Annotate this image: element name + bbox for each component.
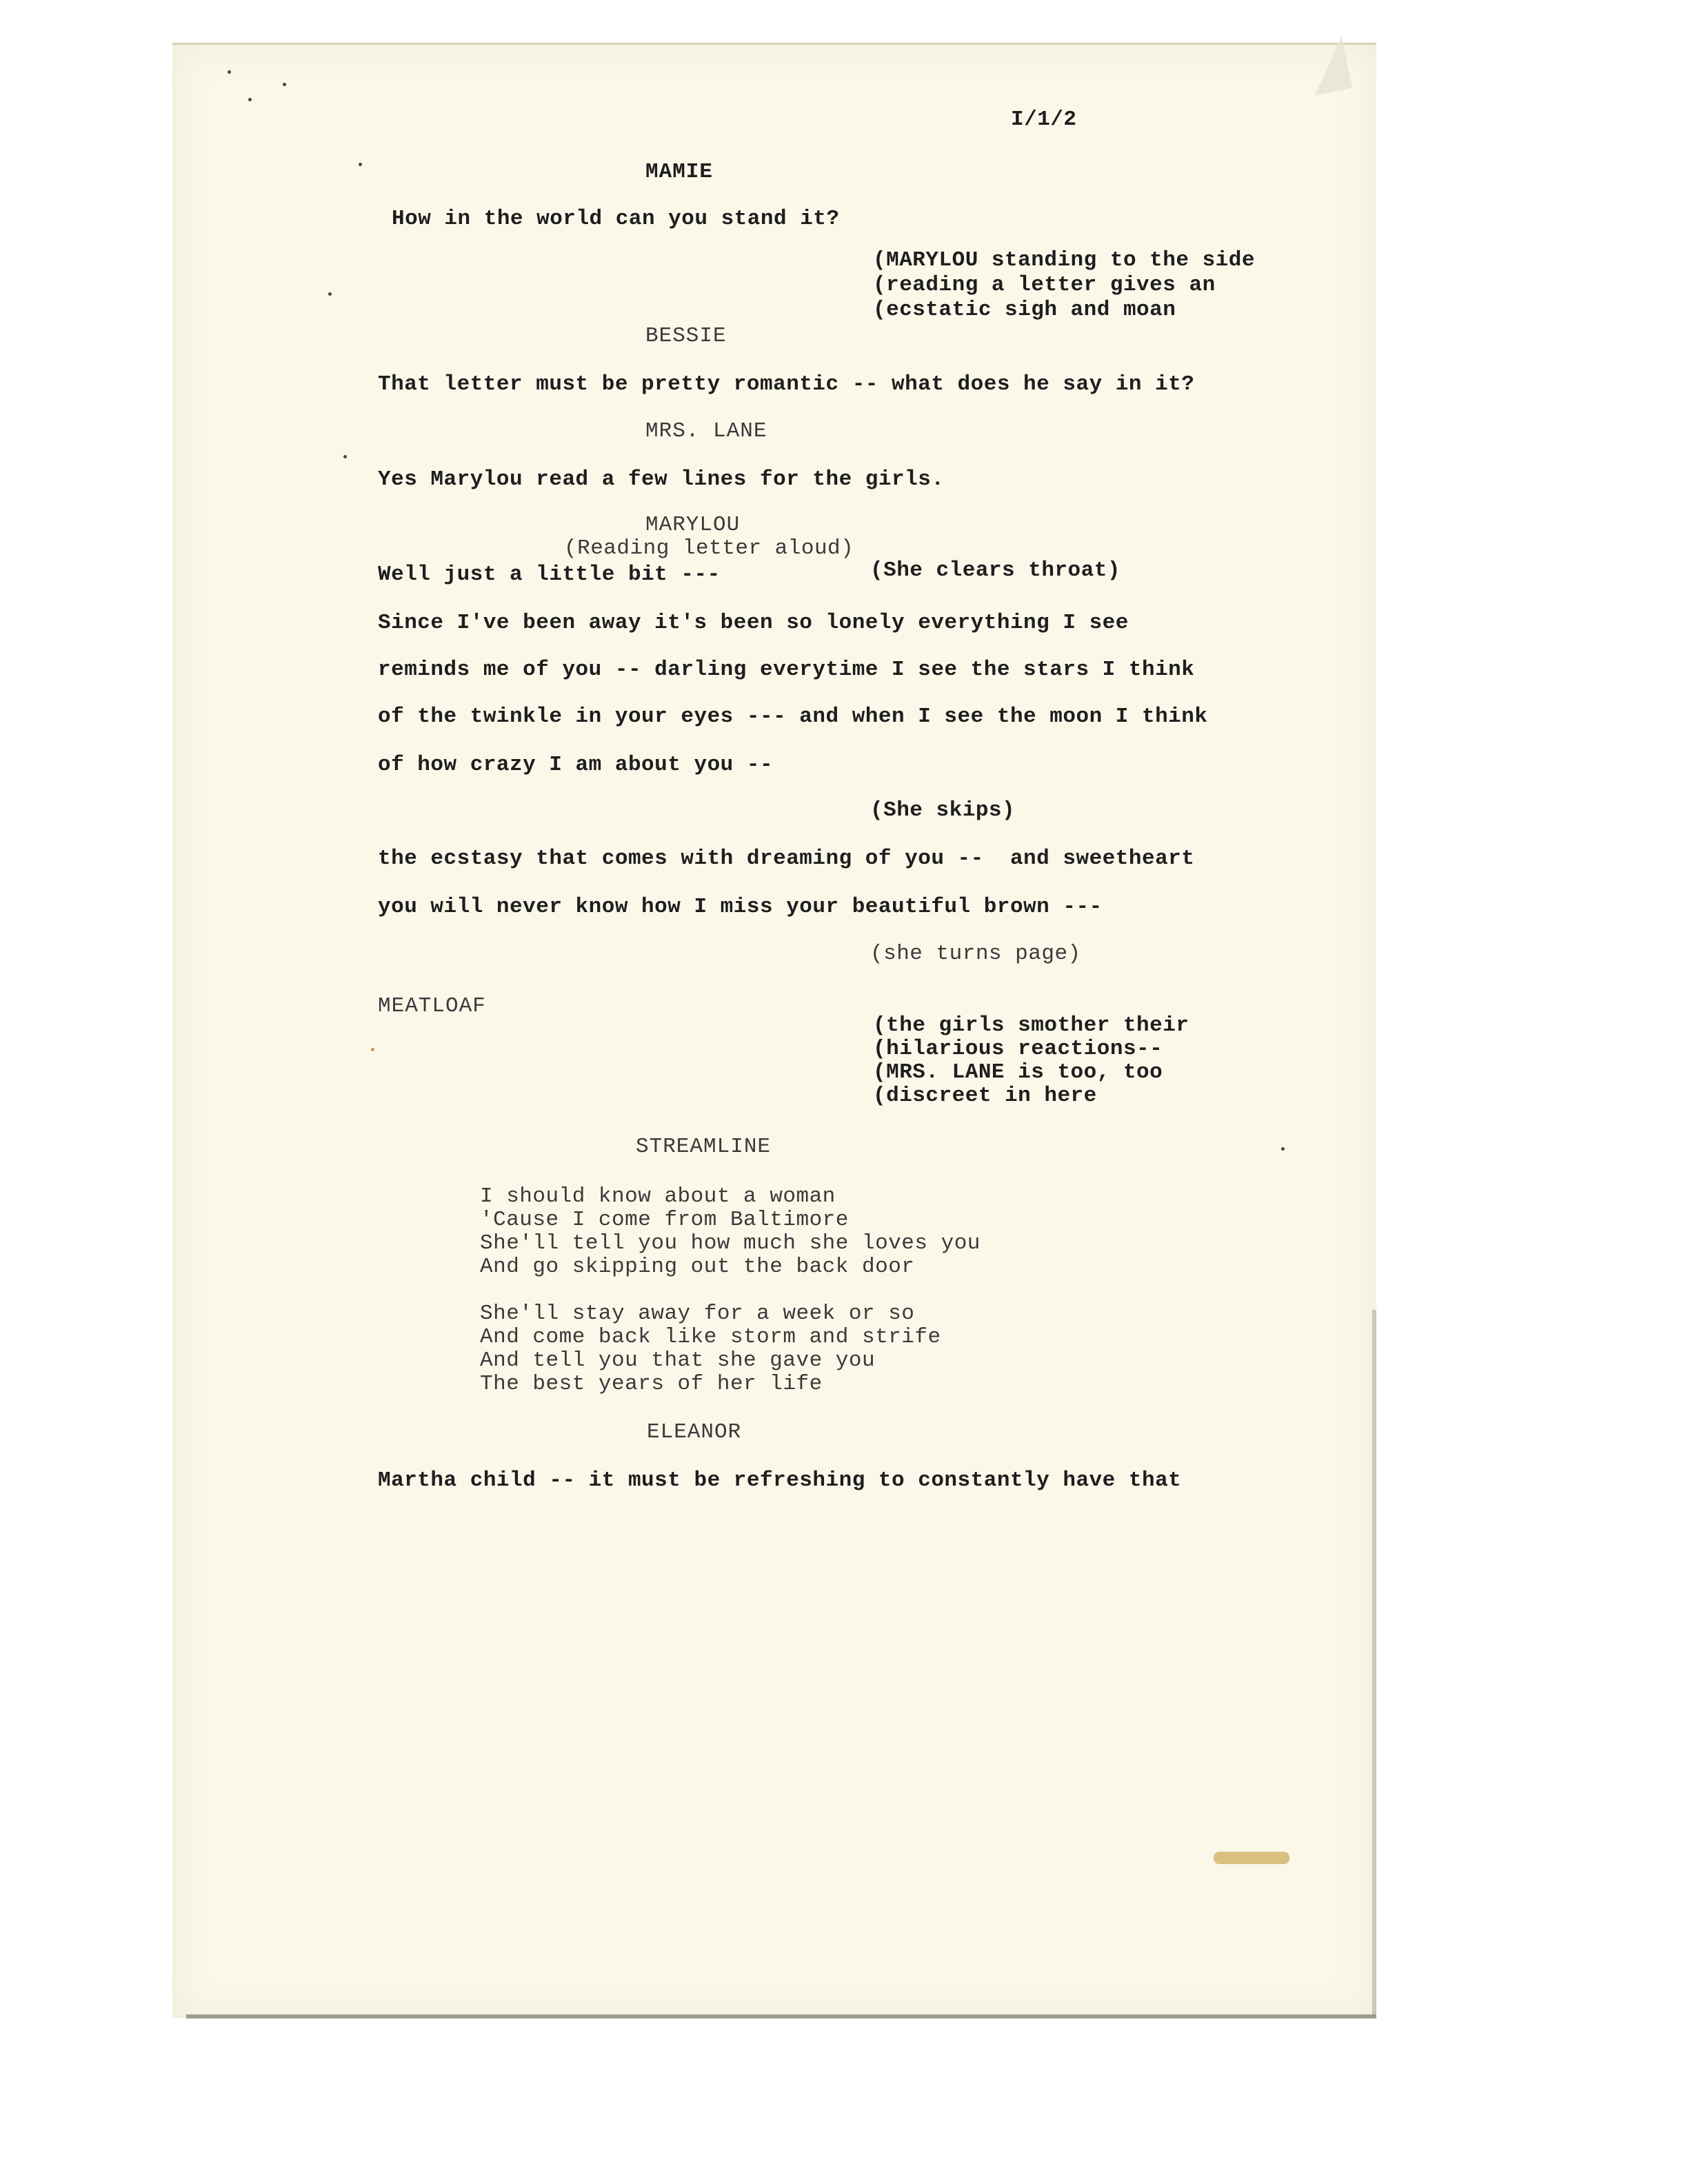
letter-line-2: reminds me of you -- darling everytime I see the stars I think bbox=[378, 658, 1195, 682]
page-right-edge bbox=[1372, 1310, 1376, 2016]
song-verse-2-line-3: And tell you that she gave you bbox=[480, 1348, 876, 1373]
speaker-eleanor: ELEANOR bbox=[647, 1420, 742, 1444]
typewritten-page bbox=[172, 43, 1376, 2018]
dialogue-mrs-lane: Yes Marylou read a few lines for the girls. bbox=[378, 467, 945, 492]
stage-direction-2-line-1: (the girls smother their bbox=[873, 1013, 1189, 1038]
rust-stain bbox=[1214, 1852, 1289, 1864]
song-verse-1-line-4: And go skipping out the back door bbox=[480, 1255, 915, 1279]
stage-direction-1-line-3: (ecstatic sigh and moan bbox=[873, 298, 1176, 322]
page-number: I/1/2 bbox=[1011, 108, 1077, 132]
ink-speck bbox=[283, 83, 286, 86]
song-verse-1-line-1: I should know about a woman bbox=[480, 1184, 836, 1209]
speaker-bessie: BESSIE bbox=[645, 324, 727, 348]
ink-speck bbox=[359, 163, 362, 166]
stage-direction-1-line-2: (reading a letter gives an bbox=[873, 273, 1216, 297]
ink-speck bbox=[343, 455, 347, 458]
stage-direction-clears-throat: (She clears throat) bbox=[870, 558, 1121, 583]
parenthetical-marylou: (Reading letter aloud) bbox=[564, 536, 854, 560]
speaker-streamline: STREAMLINE bbox=[636, 1135, 772, 1159]
song-verse-2-line-1: She'll stay away for a week or so bbox=[480, 1302, 915, 1326]
stage-direction-turns-page: (she turns page) bbox=[870, 942, 1081, 966]
dialogue-mamie: How in the world can you stand it? bbox=[392, 207, 840, 231]
letter-line-3: of the twinkle in your eyes --- and when I see the moon I think bbox=[378, 705, 1208, 729]
letter-line-1: Since I've been away it's been so lonely everything I see bbox=[378, 611, 1129, 635]
speaker-mamie: MAMIE bbox=[645, 160, 714, 184]
dialogue-bessie: That letter must be pretty romantic -- what does he say in it? bbox=[378, 372, 1195, 396]
ink-speck bbox=[1281, 1147, 1285, 1151]
stage-direction-1-line-1: (MARYLOU standing to the side bbox=[873, 248, 1255, 272]
song-verse-2-line-4: The best years of her life bbox=[480, 1372, 823, 1396]
song-verse-1-line-2: 'Cause I come from Baltimore bbox=[480, 1208, 849, 1232]
ink-speck bbox=[371, 1048, 374, 1051]
stage-direction-2-line-4: (discreet in here bbox=[873, 1084, 1097, 1108]
song-verse-2-line-2: And come back like storm and strife bbox=[480, 1325, 941, 1349]
page-bottom-edge bbox=[186, 2014, 1376, 2019]
ink-speck bbox=[228, 70, 231, 74]
stage-direction-she-skips: (She skips) bbox=[870, 798, 1016, 822]
stage-direction-2-line-2: (hilarious reactions-- bbox=[873, 1037, 1163, 1061]
dialogue-eleanor: Martha child -- it must be refreshing to constantly have that bbox=[378, 1468, 1182, 1493]
dialogue-marylou-1: Well just a little bit --- bbox=[378, 563, 721, 587]
letter-line-6: you will never know how I miss your beautiful brown --- bbox=[378, 895, 1103, 919]
song-verse-1-line-3: She'll tell you how much she loves you bbox=[480, 1231, 981, 1255]
speaker-meatloaf: MEATLOAF bbox=[378, 994, 486, 1018]
letter-line-4: of how crazy I am about you -- bbox=[378, 753, 774, 777]
stage-direction-2-line-3: (MRS. LANE is too, too bbox=[873, 1060, 1163, 1084]
speaker-mrs-lane: MRS. LANE bbox=[645, 419, 767, 443]
ink-speck bbox=[248, 98, 252, 101]
speaker-marylou: MARYLOU bbox=[645, 513, 741, 537]
letter-line-5: the ecstasy that comes with dreaming of you -- and sweetheart bbox=[378, 847, 1195, 871]
ink-speck bbox=[328, 292, 332, 296]
